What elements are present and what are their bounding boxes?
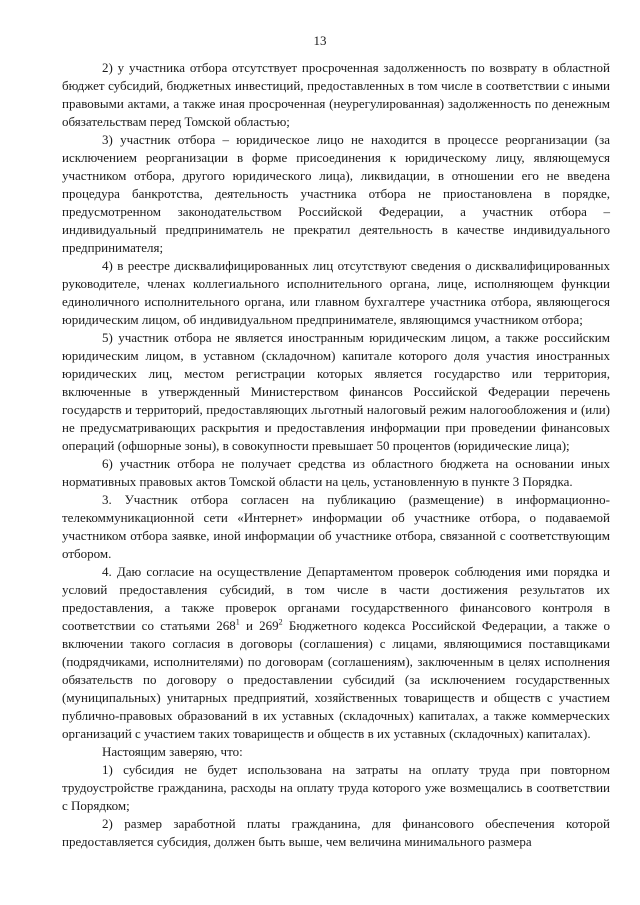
- paragraph-disqualified-registry: 4) в реестре дисквалифицированных лиц отсутствуют сведения о дисквалифицированных руководителе, членах коллегиального исполнительного органа, лице, исполняющем функции единоличного исполнительного органа, или главном бухгалтере участника отбора, являющегося юридическим лицом, об индивидуальном предпринимателе, являющимся участником отбора;: [62, 258, 610, 327]
- article-superscript-2: 2: [278, 617, 283, 627]
- document-body: [62, 59, 610, 851]
- article-superscript-1: 1: [235, 617, 240, 627]
- page-number: 13: [313, 33, 327, 48]
- paragraph-publication-consent: 3. Участник отбора согласен на публикацию (размещение) в информационно-телекоммуникационной сети «Интернет» информации об участнике отбора, о подаваемой участником отбора заявке, иной информации об участнике отбора, связанной с соответствующим отбором.: [62, 492, 610, 561]
- paragraph-audit-consent: [62, 563, 610, 743]
- audit-consent-text-mid: и 269: [239, 618, 279, 633]
- audit-consent-text-end: Бюджетного кодекса Российской Федерации, а также о включении такого согласия в договоры (соглашения) с лицами, являющимися поставщиками (подрядчиками, исполнителями) по договорам (соглашениям), заключенным в целях исполнения обязательств по договору о предоставлении субсидий (за исключением государственных (муниципальных) унитарных предприятий, хозяйственных товариществ и обществ с участием публично-правовых образований в их уставных (складочных) капиталах, а также коммерческих организаций с участием таких товариществ и обществ в их уставных (складочных) капиталах).: [62, 618, 610, 741]
- audit-consent-text-start: 4. Даю согласие на осуществление Департаментом проверок соблюдения ими порядка и условий предоставления субсидий, в том числе в части достижения результатов их предоставления, а также проверок органами государственного финансового контроля в соответствии со статьями 268: [62, 564, 610, 633]
- paragraph-no-other-funding: 6) участник отбора не получает средства из областного бюджета на основании иных нормативных правовых актов Томской области на цель, установленную в пункте 3 Порядка.: [62, 456, 610, 489]
- paragraph-subsidy-use: 1) субсидия не будет использована на затраты на оплату труда при повторном трудоустройстве гражданина, расходы на оплату труда которого уже возмещались в соответствии с Порядком;: [62, 762, 610, 813]
- paragraph-no-debt: 2) у участника отбора отсутствует просроченная задолженность по возврату в областной бюджет субсидий, бюджетных инвестиций, предоставленных в том числе в соответствии с иными правовыми актами, а также иная просроченная (неурегулированная) задолженность по денежным обязательствам перед Томской областью;: [62, 60, 610, 129]
- paragraph-no-reorganization: 3) участник отбора – юридическое лицо не находится в процессе реорганизации (за исключением реорганизации в форме присоединения к юридическому лицу, являющемуся участником отбора, другого юридического лица), ликвидации, в отношении его не введена процедура банкротства, деятельность участника отбора не приостановлена в порядке, предусмотренном законодательством Российской Федерации, а участник отбора – индивидуальный предприниматель не прекратил деятельность в качестве индивидуального предпринимателя;: [62, 132, 610, 255]
- paragraph-hereby-certify: Настоящим заверяю, что:: [102, 744, 243, 759]
- paragraph-not-foreign-entity: 5) участник отбора не является иностранным юридическим лицом, а также российским юридическим лицом, в уставном (складочном) капитале которого доля участия иностранных юридических лиц, местом регистрации которых является государство или территория, включенные в утвержденный Министерством финансов Российской Федерации перечень государств и территорий, предоставляющих льготный налоговый режим налогообложения и (или) не предусматривающих раскрытия и предоставления информации при проведении финансовых операций (офшорные зоны), в совокупности превышает 50 процентов (юридические лица);: [62, 330, 610, 453]
- paragraph-salary-level: 2) размер заработной платы гражданина, для финансового обеспечения которой предоставляется субсидия, должен быть выше, чем величина минимального размера: [62, 816, 610, 849]
